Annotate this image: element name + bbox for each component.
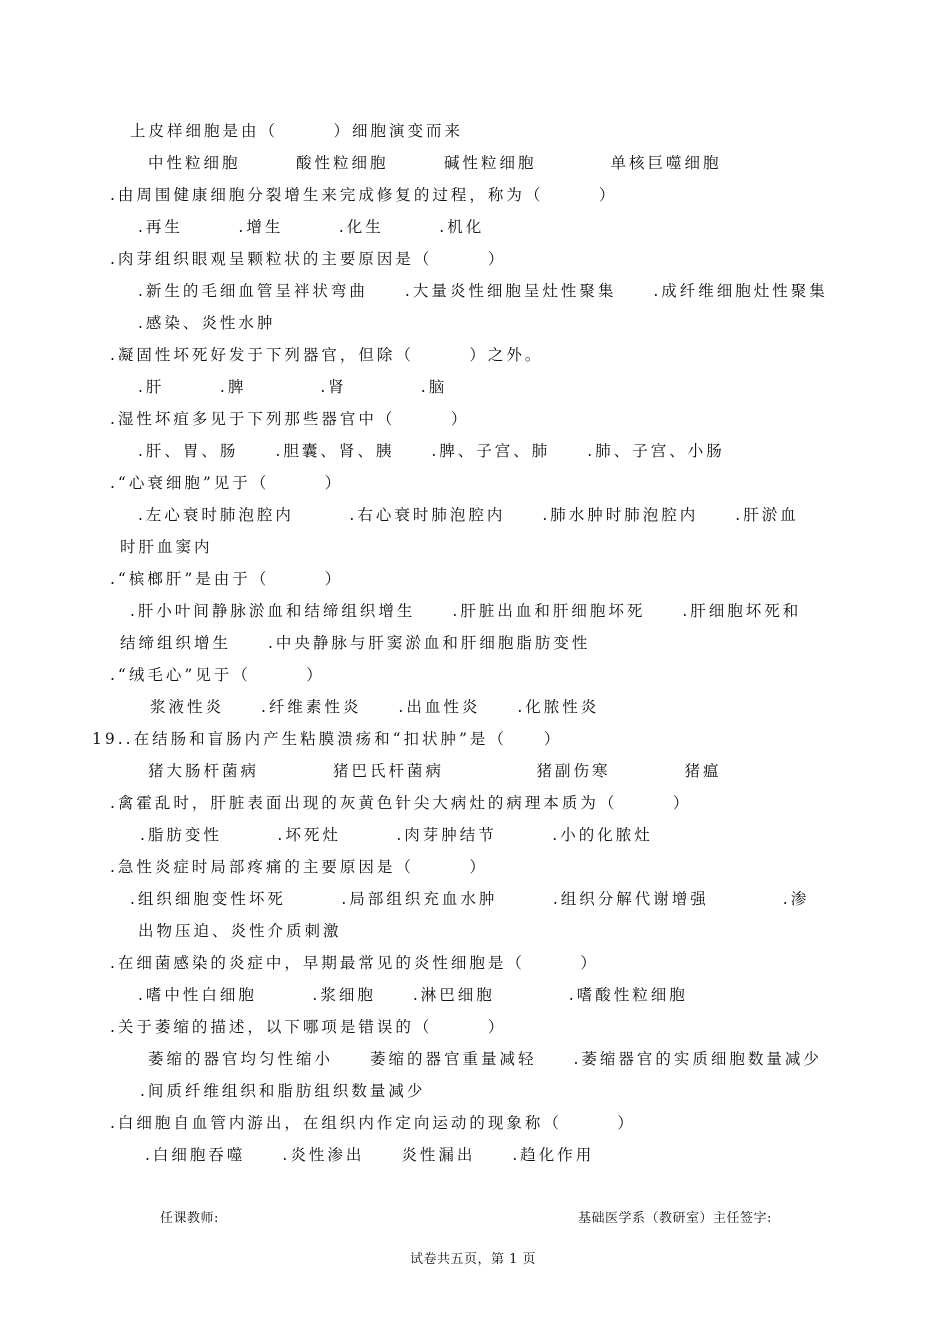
question-line: 19..在结肠和盲肠内产生粘膜溃疡和“扣状肿”是（ ） bbox=[92, 730, 563, 748]
question-line: .“绒毛心”见于（ ） bbox=[110, 666, 325, 684]
option-line: .间质纤维组织和脂肪组织数量减少 bbox=[140, 1082, 426, 1100]
option-line: .感染、炎性水肿 bbox=[138, 314, 276, 332]
option-line: 时肝血窦内 bbox=[120, 538, 213, 556]
question-line: .“槟榔肝”是由于（ ） bbox=[110, 570, 344, 588]
teacher-signature-label: 任课教师: bbox=[160, 1211, 219, 1226]
question-line: 上皮样细胞是由（ ）细胞演变而来 bbox=[130, 122, 464, 140]
option-line: 浆液性炎 .纤维素性炎 .出血性炎 .化脓性炎 bbox=[150, 698, 600, 716]
question-line: .急性炎症时局部疼痛的主要原因是（ ） bbox=[110, 858, 488, 876]
option-line: 中性粒细胞 酸性粒细胞 碱性粒细胞 单核巨噬细胞 bbox=[148, 154, 722, 172]
option-line: .左心衰时肺泡腔内 .右心衰时肺泡腔内 .肺水肿时肺泡腔内 .肝淤血 bbox=[138, 506, 799, 524]
option-line: .嗜中性白细胞 .浆细胞 .淋巴细胞 .嗜酸性粒细胞 bbox=[138, 986, 688, 1004]
option-line: 结缔组织增生 .中央静脉与肝窦淤血和肝细胞脂肪变性 bbox=[120, 634, 591, 652]
director-signature-label: 基础医学系（教研室）主任签字: bbox=[578, 1211, 772, 1226]
option-line: 萎缩的器官均匀性缩小 萎缩的器官重量减轻 .萎缩器官的实质细胞数量减少 bbox=[148, 1050, 822, 1068]
question-line: .由周围健康细胞分裂增生来完成修复的过程，称为（ ） bbox=[110, 186, 618, 204]
question-line: .凝固性坏死好发于下列器官，但除（ ）之外。 bbox=[110, 346, 544, 364]
option-line: 出物压迫、炎性介质刺激 bbox=[138, 922, 342, 940]
option-line: .新生的毛细血管呈袢状弯曲 .大量炎性细胞呈灶性聚集 .成纤维细胞灶性聚集 bbox=[138, 282, 828, 300]
option-line: .肝 .脾 .肾 .脑 bbox=[138, 378, 448, 396]
question-line: .在细菌感染的炎症中，早期最常见的炎性细胞是（ ） bbox=[110, 954, 599, 972]
option-line: .白细胞吞噬 .炎性渗出 炎性漏出 .趋化作用 bbox=[145, 1146, 595, 1164]
option-line: .再生 .增生 .化生 .机化 bbox=[138, 218, 485, 236]
question-line: .“心衰细胞”见于（ ） bbox=[110, 474, 344, 492]
question-line: .禽霍乱时，肝脏表面出现的灰黄色针尖大病灶的病理本质为（ ） bbox=[110, 794, 692, 812]
question-line: .湿性坏疽多见于下列那些器官中（ ） bbox=[110, 410, 470, 428]
question-line: .白细胞自血管内游出，在组织内作定向运动的现象称（ ） bbox=[110, 1114, 636, 1132]
page-number: 试卷共五页，第 1 页 bbox=[410, 1252, 537, 1267]
option-line: .组织细胞变性坏死 .局部组织充血水肿 .组织分解代谢增强 .渗 bbox=[130, 890, 810, 908]
option-line: .脂肪变性 .坏死灶 .肉芽肿结节 .小的化脓灶 bbox=[140, 826, 653, 844]
option-line: .肝、胃、肠 .胆囊、肾、胰 .脾、子宫、肺 .肺、子宫、小肠 bbox=[138, 442, 725, 460]
question-line: .肉芽组织眼观呈颗粒状的主要原因是（ ） bbox=[110, 250, 507, 268]
option-line: .肝小叶间静脉淤血和结缔组织增生 .肝脏出血和肝细胞坏死 .肝细胞坏死和 bbox=[130, 602, 802, 620]
question-line: .关于萎缩的描述，以下哪项是错误的（ ） bbox=[110, 1018, 507, 1036]
option-line: 猪大肠杆菌病 猪巴氏杆菌病 猪副伤寒 猪瘟 bbox=[148, 762, 722, 780]
